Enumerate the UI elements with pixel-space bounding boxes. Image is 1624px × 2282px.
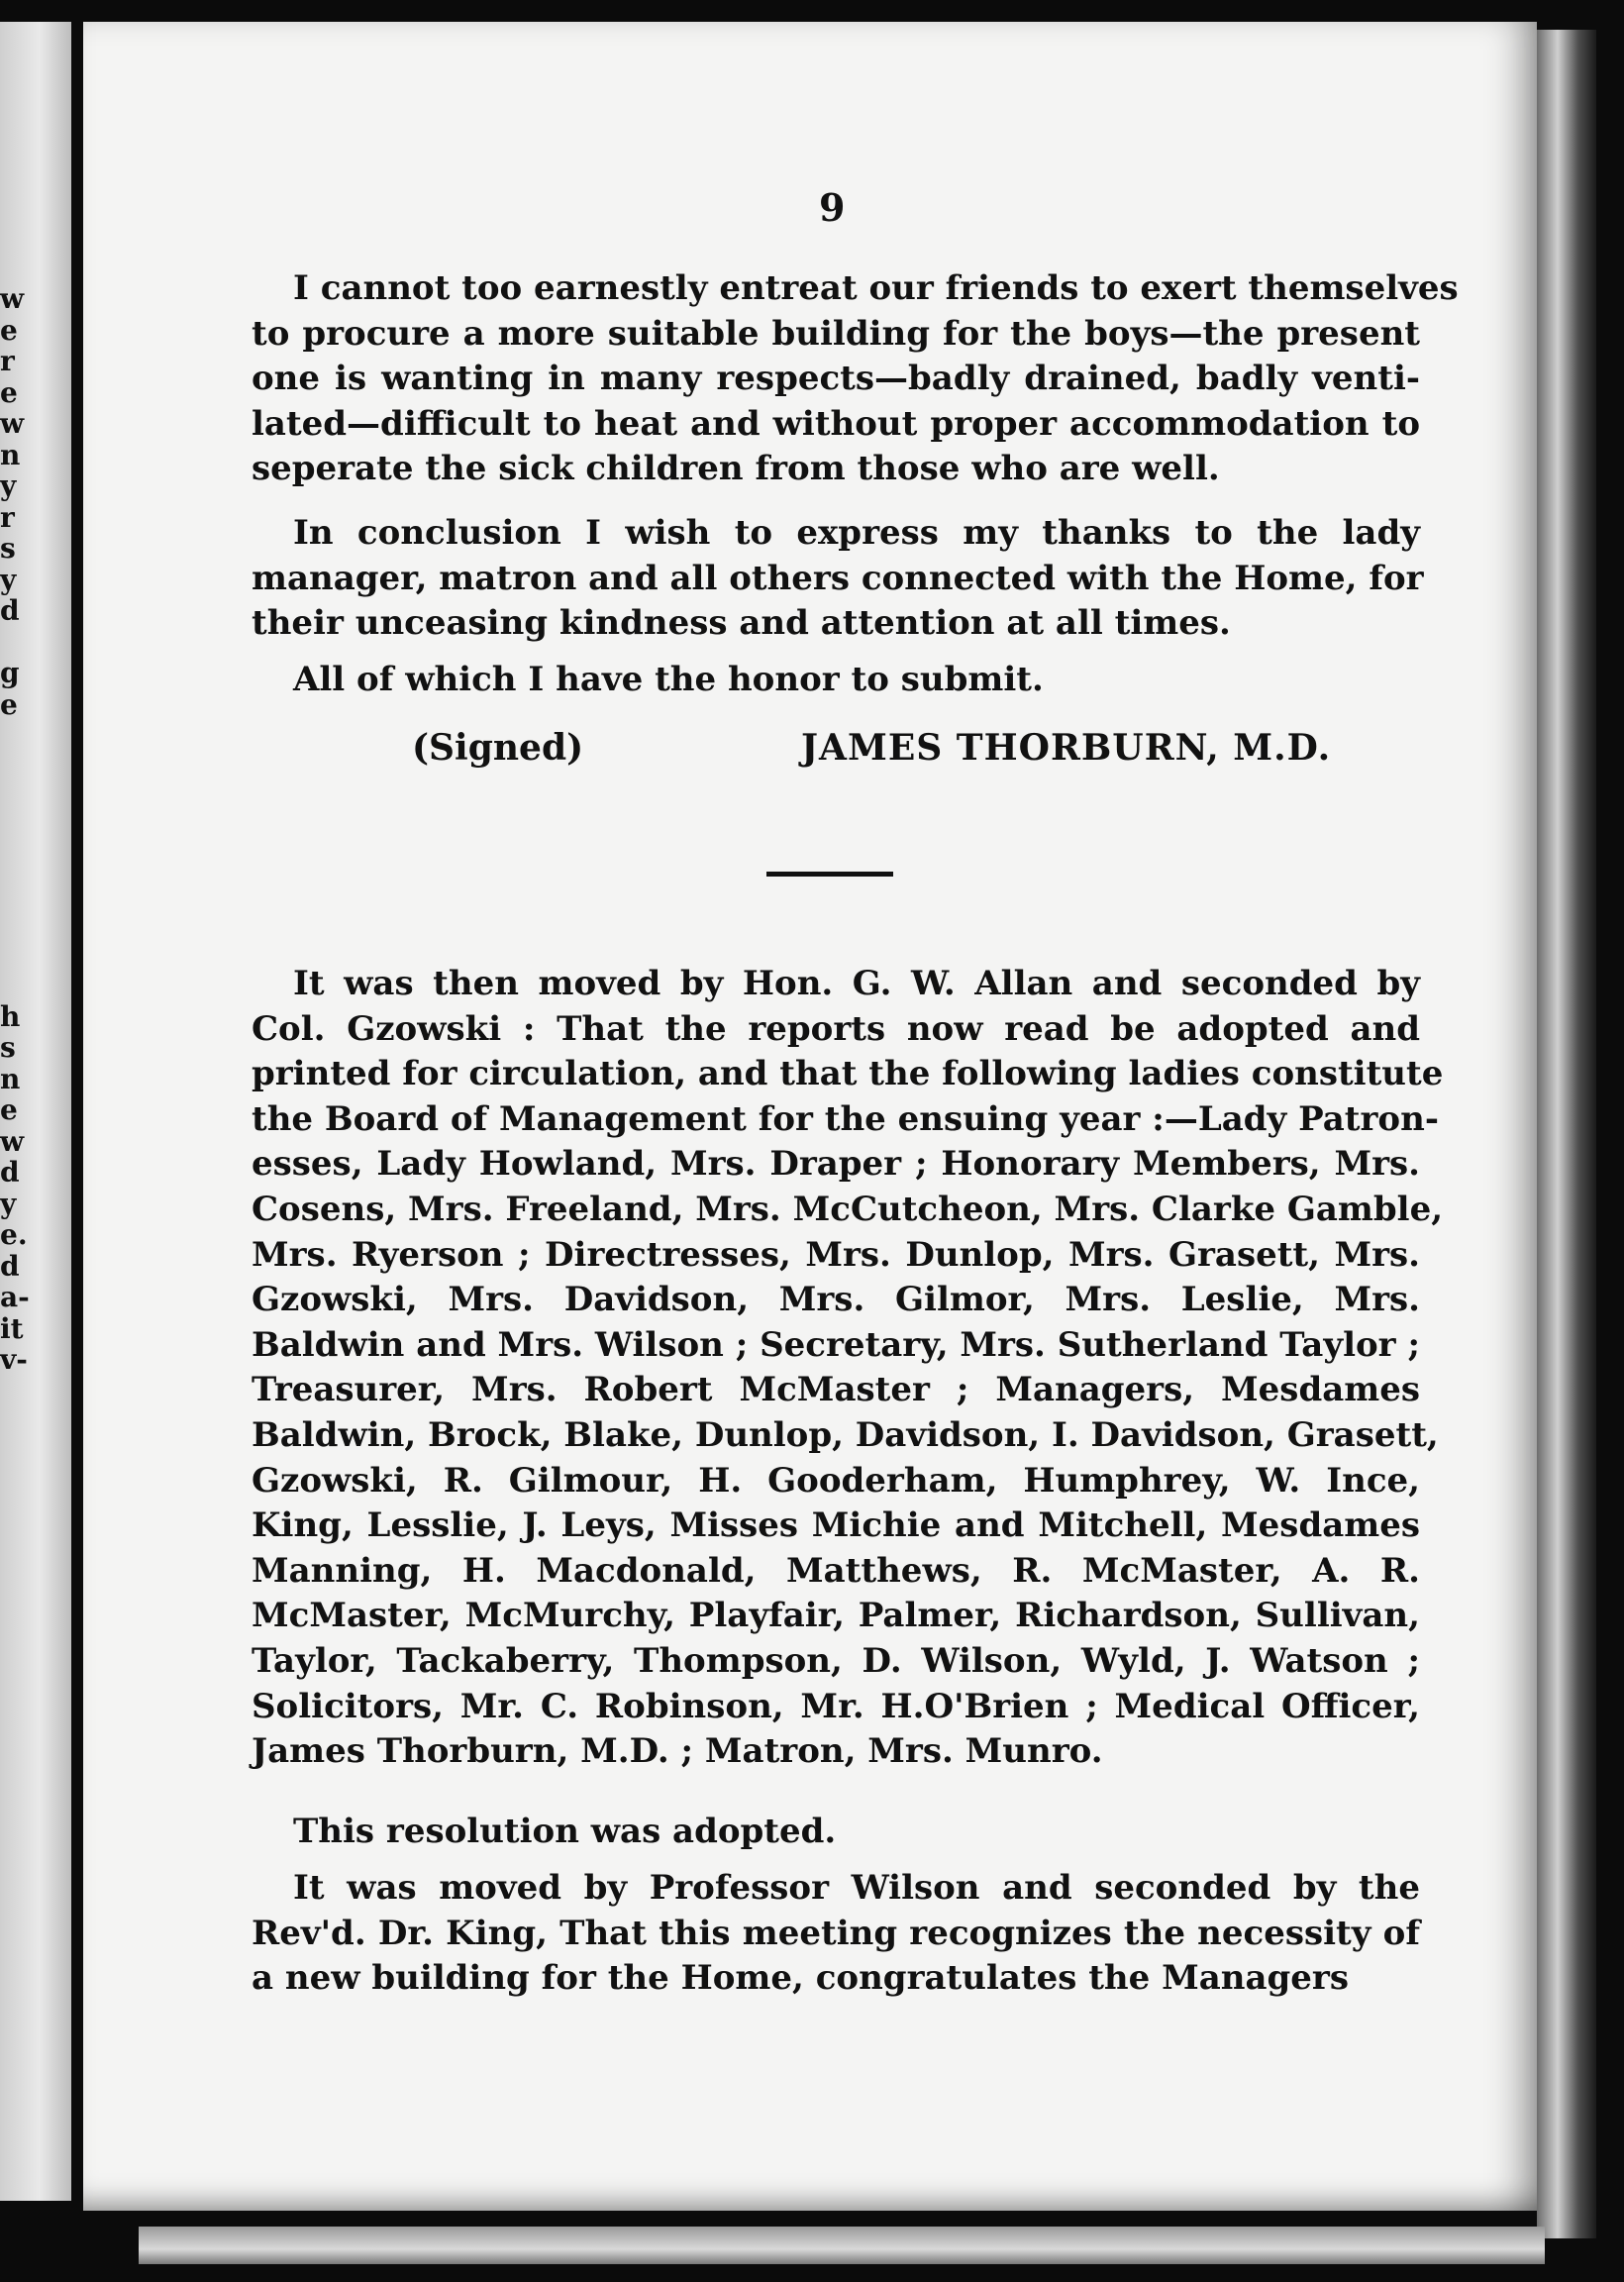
text-line: Treasurer, Mrs. Robert McMaster ; Managers, Mesdames bbox=[252, 1370, 1420, 1410]
left-facing-page-edge bbox=[0, 22, 71, 2201]
margin-fragment: e. bbox=[0, 1218, 28, 1251]
text-line: Rev'd. Dr. King, That this meeting recognizes the necessity of bbox=[252, 1913, 1420, 1953]
text-line: Mrs. Ryerson ; Directresses, Mrs. Dunlop, Mrs. Grasett, Mrs. bbox=[252, 1234, 1420, 1275]
page-number: 9 bbox=[819, 185, 846, 230]
text-line: Gzowski, R. Gilmour, H. Gooderham, Humphrey, W. Ince, bbox=[252, 1460, 1420, 1501]
text-line: esses, Lady Howland, Mrs. Draper ; Honorary Members, Mrs. bbox=[252, 1144, 1420, 1185]
text-line: It was then moved by Hon. G. W. Allan and seconded by bbox=[293, 964, 1420, 1003]
margin-fragment: s bbox=[0, 532, 16, 565]
text-line: Cosens, Mrs. Freeland, Mrs. McCutcheon, Mrs. Clarke Gamble, bbox=[252, 1190, 1444, 1229]
margin-fragment: h bbox=[0, 999, 21, 1033]
text-line: I cannot too earnestly entreat our friends to exert themselves bbox=[293, 268, 1459, 308]
text-line: McMaster, McMurchy, Playfair, Palmer, Richardson, Sullivan, bbox=[252, 1596, 1420, 1636]
margin-fragment: r bbox=[0, 500, 15, 534]
page-bottom-edge bbox=[139, 2227, 1545, 2264]
margin-fragment: d bbox=[0, 1156, 20, 1189]
text-line: one is wanting in many respects—badly drained, badly venti- bbox=[252, 359, 1420, 399]
text-line: Gzowski, Mrs. Davidson, Mrs. Gilmor, Mrs. Leslie, Mrs. bbox=[252, 1280, 1420, 1320]
text-line: Manning, H. Macdonald, Matthews, R. McMaster, A. R. bbox=[252, 1550, 1420, 1591]
signatory-name: JAMES THORBURN, M.D. bbox=[801, 727, 1332, 769]
text-line: King, Lesslie, J. Leys, Misses Michie and Mitchell, Mesdames bbox=[252, 1505, 1420, 1546]
margin-fragment: g bbox=[0, 657, 20, 689]
margin-fragment: s bbox=[0, 1031, 16, 1064]
text-line: Baldwin and Mrs. Wilson ; Secretary, Mrs. Sutherland Taylor ; bbox=[252, 1324, 1420, 1365]
margin-fragment: r bbox=[0, 345, 15, 377]
margin-fragment: a- bbox=[0, 1281, 30, 1313]
text-line: a new building for the Home, congratulates the Managers bbox=[252, 1958, 1349, 1999]
text-line: seperate the sick children from those who are well. bbox=[252, 449, 1220, 489]
margin-fragment: d bbox=[0, 594, 20, 627]
text-line: This resolution was adopted. bbox=[293, 1812, 837, 1851]
signed-label: (Signed) bbox=[412, 727, 584, 769]
text-line: James Thorburn, M.D. ; Matron, Mrs. Munro. bbox=[252, 1731, 1103, 1772]
margin-fragment: e bbox=[0, 313, 18, 347]
margin-fragment: it bbox=[0, 1311, 24, 1345]
text-line: printed for circulation, and that the following ladies constitute bbox=[252, 1054, 1444, 1094]
text-line: Baldwin, Brock, Blake, Dunlop, Davidson, I. Davidson, Grasett, bbox=[252, 1415, 1439, 1455]
margin-fragment: y bbox=[0, 469, 17, 502]
margin-fragment: y bbox=[0, 563, 17, 596]
margin-fragment: v- bbox=[0, 1343, 28, 1376]
text-line: In conclusion I wish to express my thanks to the lady bbox=[293, 513, 1420, 553]
margin-fragment: e bbox=[0, 1093, 18, 1126]
text-line: to procure a more suitable building for the boys—the present bbox=[252, 313, 1420, 354]
margin-fragment: y bbox=[0, 1187, 17, 1220]
text-line: All of which I have the honor to submit. bbox=[293, 660, 1044, 699]
text-line: Taylor, Tackaberry, Thompson, D. Wilson, Wyld, J. Watson ; bbox=[252, 1641, 1420, 1681]
text-line: It was moved by Professor Wilson and seconded by the bbox=[293, 1868, 1420, 1908]
margin-fragment: w bbox=[0, 407, 25, 440]
book-spine-edge bbox=[1537, 30, 1596, 2238]
section-divider-rule bbox=[766, 872, 893, 877]
margin-fragment: n bbox=[0, 438, 21, 471]
text-line: their unceasing kindness and attention at all times. bbox=[252, 603, 1231, 644]
margin-fragment: w bbox=[0, 1124, 25, 1158]
text-line: the Board of Management for the ensuing year :—Lady Patron- bbox=[252, 1098, 1439, 1139]
margin-fragment: w bbox=[0, 282, 25, 315]
margin-fragment: e bbox=[0, 687, 18, 721]
margin-fragment: n bbox=[0, 1062, 21, 1095]
text-line: lated—difficult to heat and without proper accommodation to bbox=[252, 403, 1420, 444]
text-line: Col. Gzowski : That the reports now read be adopted and bbox=[252, 1008, 1420, 1049]
text-line: Solicitors, Mr. C. Robinson, Mr. H.O'Brien ; Medical Officer, bbox=[252, 1686, 1420, 1726]
margin-fragment: e bbox=[0, 375, 18, 409]
document-page bbox=[83, 22, 1537, 2211]
text-line: manager, matron and all others connected with the Home, for bbox=[252, 558, 1424, 598]
margin-fragment: d bbox=[0, 1249, 20, 1283]
